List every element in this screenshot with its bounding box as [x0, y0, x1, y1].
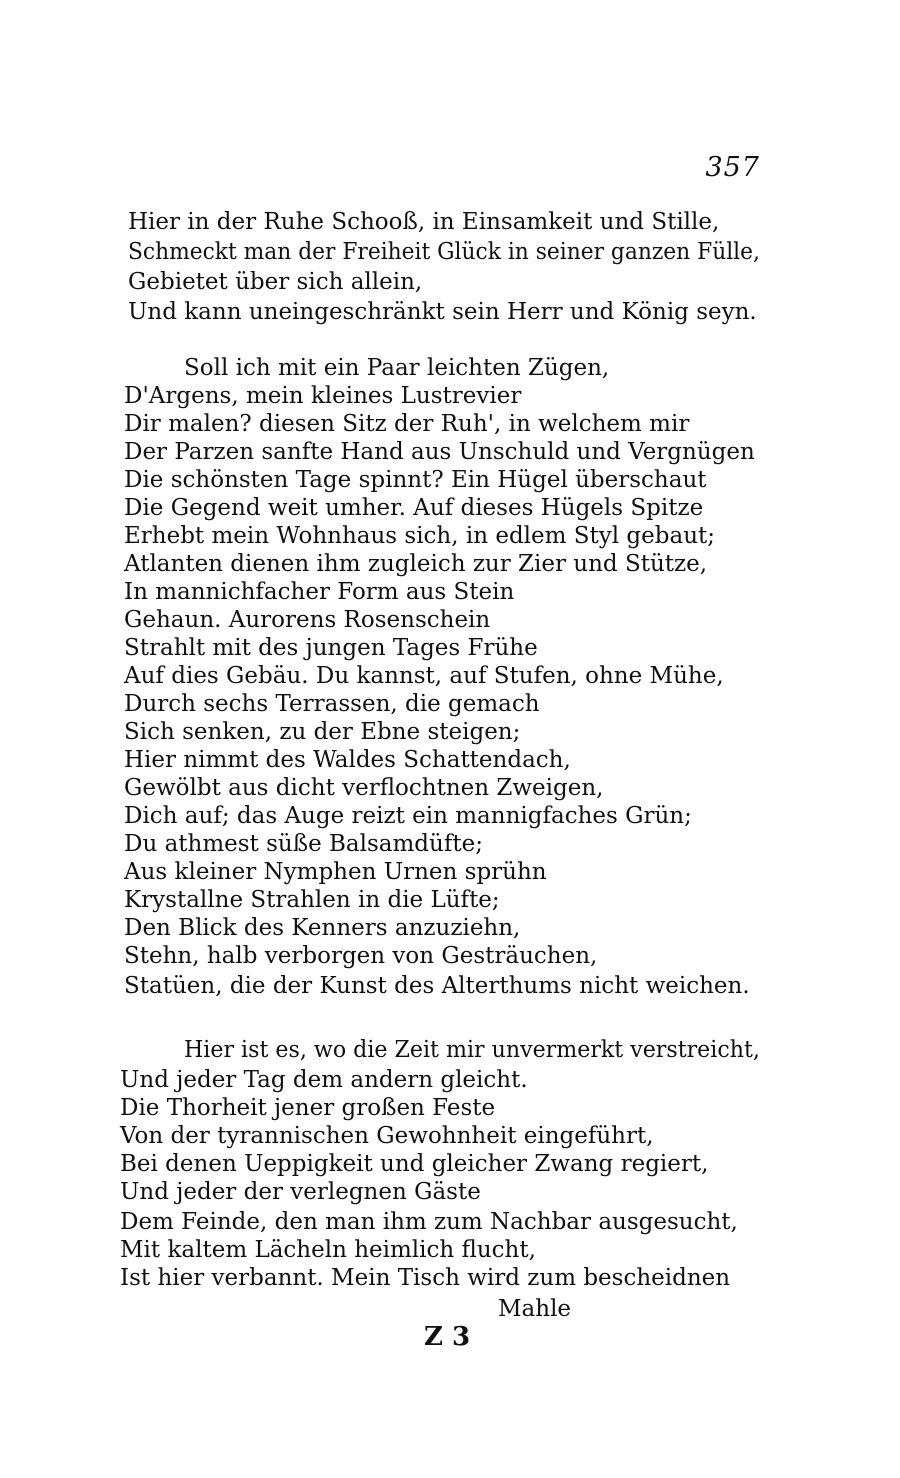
- verse-line: Erhebt mein Wohnhaus sich, in edlem Styl gebaut;: [124, 523, 716, 549]
- verse-line: Atlanten dienen ihm zugleich zur Zier und Stütze,: [124, 551, 708, 577]
- verse-line: Die Thorheit jener großen Feste: [120, 1095, 496, 1121]
- verse-line: Soll ich mit ein Paar leichten Zügen,: [184, 355, 610, 381]
- signature-mark: Z 3: [424, 1322, 471, 1352]
- verse-line: Mit kaltem Lächeln heimlich flucht,: [120, 1237, 536, 1263]
- verse-line: Gebietet über sich allein,: [128, 269, 423, 295]
- verse-line: Krystallne Strahlen in die Lüfte;: [124, 887, 500, 913]
- verse-line: Hier nimmt des Waldes Schattendach,: [124, 747, 571, 773]
- verse-line: D'Argens, mein kleines Lustrevier: [124, 383, 522, 409]
- verse-line: Sich senken, zu der Ebne steigen;: [124, 719, 521, 745]
- verse-line: Auf dies Gebäu. Du kannst, auf Stufen, ohne Mühe,: [124, 663, 724, 689]
- verse-line: Dem Feinde, den man ihm zum Nachbar ausgesucht,: [120, 1209, 738, 1235]
- verse-line: Und jeder der verlegnen Gäste: [120, 1179, 481, 1205]
- verse-line: Statüen, die der Kunst des Alterthums nicht weichen.: [124, 973, 750, 999]
- verse-line: Und kann uneingeschränkt sein Herr und König seyn.: [128, 299, 757, 325]
- verse-line: Hier in der Ruhe Schooß, in Einsamkeit und Stille,: [128, 209, 720, 235]
- verse-line: Gewölbt aus dicht verflochtnen Zweigen,: [124, 775, 604, 801]
- verse-line: Den Blick des Kenners anzuziehn,: [124, 915, 521, 941]
- page-number: 357: [705, 152, 760, 183]
- verse-line: In mannichfacher Form aus Stein: [124, 579, 515, 605]
- verse-line: Die schönsten Tage spinnt? Ein Hügel überschaut: [124, 467, 707, 493]
- verse-line: Ist hier verbannt. Mein Tisch wird zum bescheidnen: [120, 1265, 731, 1291]
- verse-line: Die Gegend weit umher. Auf dieses Hügels Spitze: [124, 495, 704, 521]
- verse-line: Von der tyrannischen Gewohnheit eingeführt,: [120, 1123, 654, 1149]
- verse-line: Der Parzen sanfte Hand aus Unschuld und Vergnügen: [124, 439, 755, 465]
- verse-line: Strahlt mit des jungen Tages Frühe: [124, 635, 538, 661]
- verse-line: Gehaun. Aurorens Rosenschein: [124, 607, 491, 633]
- verse-line: Schmeckt man der Freiheit Glück in seiner ganzen Fülle,: [128, 239, 760, 265]
- verse-line: Und jeder Tag dem andern gleicht.: [120, 1067, 528, 1093]
- verse-line: Stehn, halb verborgen von Gesträuchen,: [124, 943, 598, 969]
- verse-line: Dich auf; das Auge reizt ein mannigfaches Grün;: [124, 803, 692, 829]
- verse-line: Du athmest süße Balsamdüfte;: [124, 831, 483, 857]
- catchword: Mahle: [498, 1296, 572, 1322]
- verse-line: Hier ist es, wo die Zeit mir unvermerkt verstreicht,: [184, 1037, 760, 1063]
- verse-line: Durch sechs Terrassen, die gemach: [124, 691, 540, 717]
- verse-line: Bei denen Ueppigkeit und gleicher Zwang regiert,: [120, 1151, 709, 1177]
- verse-line: Aus kleiner Nymphen Urnen sprühn: [124, 859, 547, 885]
- verse-line: Dir malen? diesen Sitz der Ruh', in welchem mir: [124, 411, 690, 437]
